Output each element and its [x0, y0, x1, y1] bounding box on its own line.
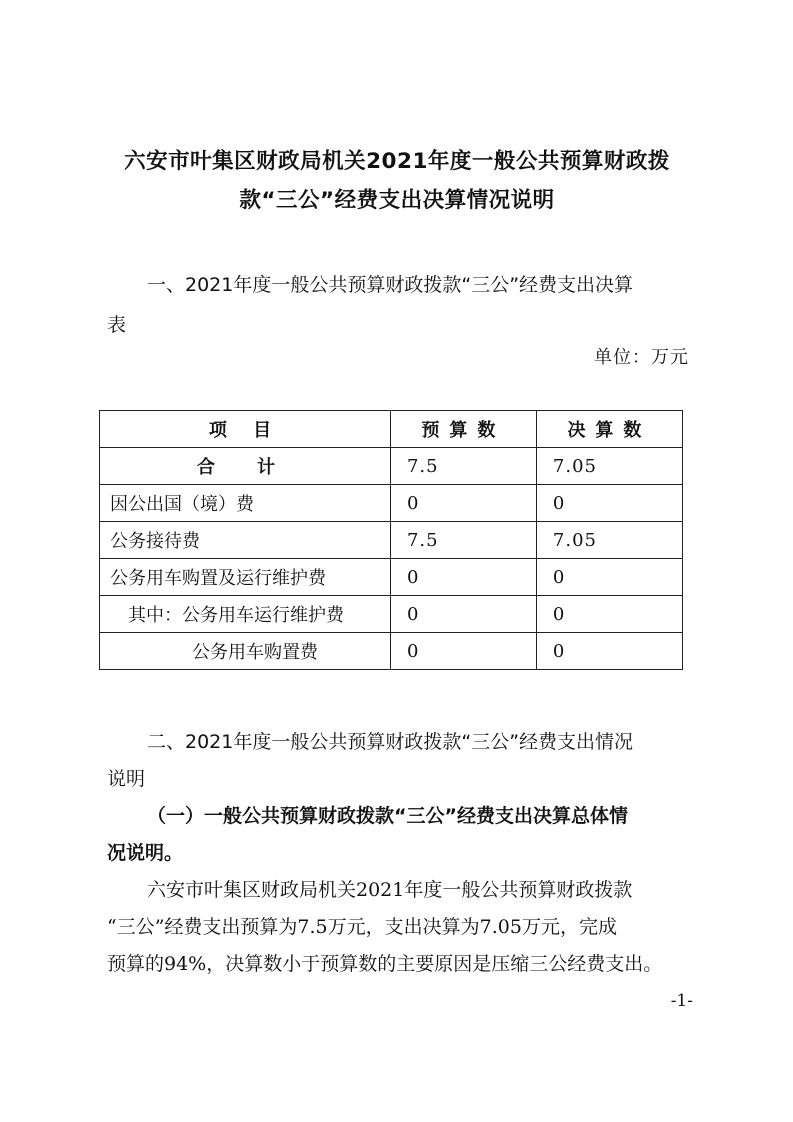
subsection-1-heading-line-1: （一）一般公共预算财政拨款“三公”经费支出决算总体情: [147, 805, 628, 827]
table-row: [100, 633, 683, 670]
row-label: 公务用车购置费: [100, 633, 391, 670]
row-label: 因公出国（境）费: [100, 485, 391, 522]
unit-label: 单位：万元: [594, 347, 689, 368]
header-item: 项 目: [100, 411, 391, 448]
table-row: [100, 485, 683, 522]
table-row: [100, 448, 683, 485]
header-actual: 决算数: [536, 411, 682, 448]
paragraph-line-1: 六安市叶集区财政局机关2021年度一般公共预算财政拨款: [147, 879, 633, 901]
section-1-heading-line-1: 一、2021年度一般公共预算财政拨款“三公”经费支出决算: [147, 274, 634, 296]
section-1-heading-line-2: 表: [107, 314, 127, 336]
document-title-line-2: 款“三公”经费支出决算情况说明: [239, 188, 555, 213]
row-budget: 7.5: [390, 448, 536, 485]
paragraph-line-3: 预算的94%，决算数小于预算数的主要原因是压缩三公经费支出。: [107, 953, 663, 975]
row-actual: 0: [536, 559, 682, 596]
page-number: -1-: [670, 991, 693, 1011]
row-budget: 0: [390, 633, 536, 670]
row-actual: 7.05: [536, 448, 682, 485]
row-label-total: 合 计: [100, 448, 391, 485]
row-budget: 7.5: [390, 522, 536, 559]
document-title-line-1: 六安市叶集区财政局机关2021年度一般公共预算财政拨: [124, 149, 670, 174]
row-label: 公务用车购置及运行维护费: [100, 559, 391, 596]
table-row: [100, 559, 683, 596]
row-label: 公务接待费: [100, 522, 391, 559]
paragraph-line-2: “三公”经费支出预算为7.5万元，支出决算为7.05万元，完成: [107, 916, 617, 938]
row-actual: 7.05: [536, 522, 682, 559]
section-2-heading-line-2: 说明: [107, 768, 146, 790]
row-budget: 0: [390, 559, 536, 596]
row-budget: 0: [390, 485, 536, 522]
table-row: [100, 522, 683, 559]
header-budget: 预算数: [390, 411, 536, 448]
three-public-expenses-table: [99, 410, 683, 670]
table-row: [100, 596, 683, 633]
section-2-heading-line-1: 二、2021年度一般公共预算财政拨款“三公”经费支出情况: [147, 731, 634, 753]
row-actual: 0: [536, 633, 682, 670]
subsection-1-heading-line-2: 况说明。: [107, 842, 184, 864]
row-budget: 0: [390, 596, 536, 633]
row-actual: 0: [536, 485, 682, 522]
row-label: 其中：公务用车运行维护费: [100, 596, 391, 633]
row-actual: 0: [536, 596, 682, 633]
table-header-row: [100, 411, 683, 448]
